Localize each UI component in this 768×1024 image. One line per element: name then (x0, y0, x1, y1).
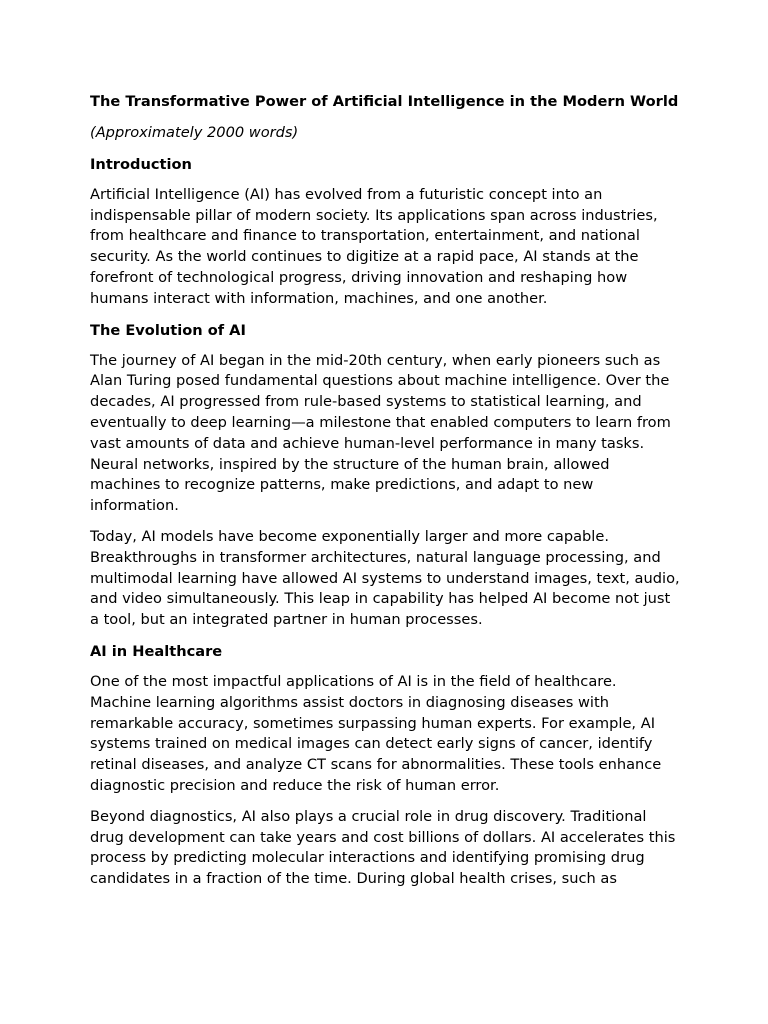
document-title: The Transformative Power of Artificial Intelligence in the Modern World (90, 93, 679, 110)
document-subtitle: (Approximately 2000 words) (90, 124, 299, 141)
paragraph: One of the most impactful applications of AI is in the field of healthcare. Machine learning algorithms assist doctors in diagnosing diseases with remarkable accuracy, sometimes surpassing human experts. For example, AI systems trained on medical images can detect early signs of cancer, identify retinal diseases, and analyze CT scans for abnormalities. These tools enhance diagnostic precision and reduce the risk of human error. (90, 672, 662, 794)
section-heading-ai-in-healthcare: AI in Healthcare (90, 642, 223, 660)
paragraph: Artificial Intelligence (AI) has evolved from a futuristic concept into an indispensable pillar of modern society. Its applications span across industries, from healthcare and finance to transportation, entertainment, and national security. As the world continues to digitize at a rapid pace, AI stands at the forefront of technological progress, driving innovation and reshaping how humans interact with information, machines, and one another. (90, 185, 658, 307)
document-page (90, 91, 682, 900)
paragraph: The journey of AI began in the mid-20th century, when early pioneers such as Alan Turing posed fundamental questions about machine intelligence. Over the decades, AI progressed from rule-based systems to statistical learning, and eventually to deep learning—a milestone that enabled computers to learn from vast amounts of data and achieve human-level performance in many tasks. Neural networks, inspired by the structure of the human brain, allowed machines to recognize patterns, make predictions, and adapt to new information. (90, 351, 671, 515)
section-heading-evolution-of-ai: The Evolution of AI (90, 321, 246, 339)
paragraph: Today, AI models have become exponentially larger and more capable. Breakthroughs in transformer architectures, natural language processing, and multimodal learning have allowed AI systems to understand images, text, audio, and video simultaneously. This leap in capability has helped AI become not just a tool, but an integrated partner in human processes. (90, 527, 680, 629)
paragraph: Beyond diagnostics, AI also plays a crucial role in drug discovery. Traditional drug development can take years and cost billions of dollars. AI accelerates this process by predicting molecular interactions and identifying promising drug candidates in a fraction of the time. During global health crises, such as (90, 807, 676, 888)
section-heading-introduction: Introduction (90, 155, 192, 173)
